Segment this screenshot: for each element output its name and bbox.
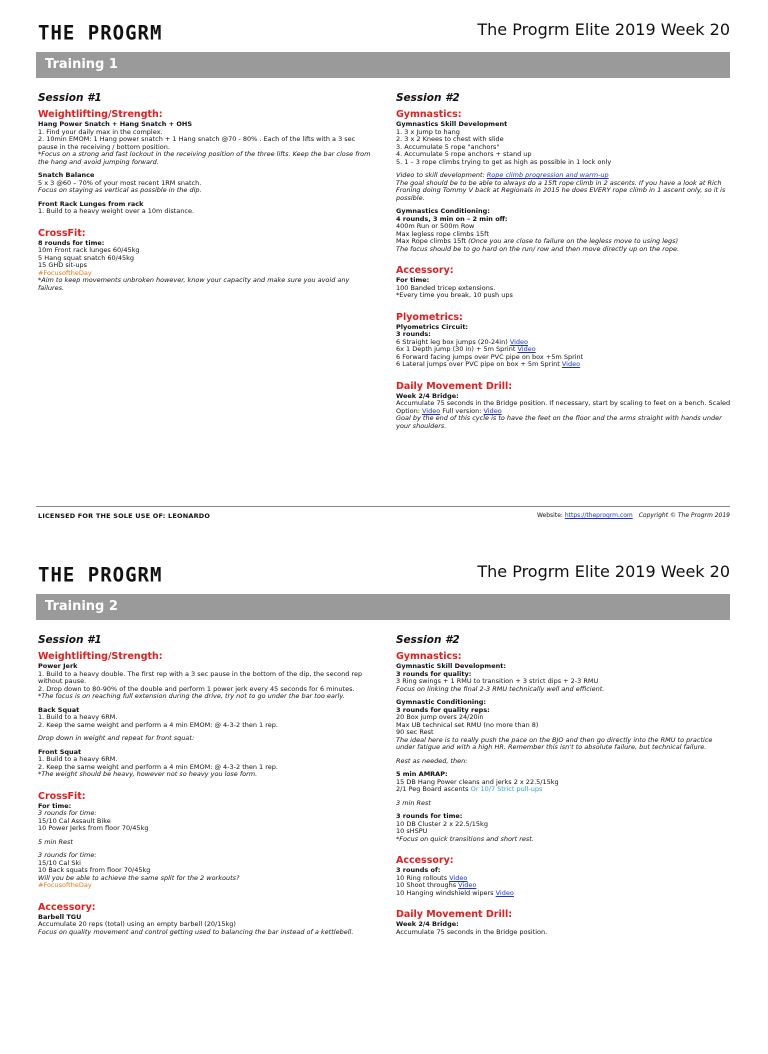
spacer bbox=[396, 897, 732, 903]
exercise-text: 10 Shoot throughs bbox=[396, 881, 459, 889]
website-link[interactable]: https://theprogrm.com bbox=[564, 512, 633, 519]
exercise-line: Max legless rope climbs 15ft bbox=[396, 229, 489, 238]
coaching-note: Focus on quality movement and control getting used to balancing the bar instead of a kettlebell. bbox=[38, 927, 354, 936]
workout-heading: Back Squat bbox=[38, 705, 80, 714]
exercise-line: 6 Forward facing jumps over PVC pipe on box +5m Sprint bbox=[396, 352, 584, 361]
brand-logo: THE PROGRM bbox=[38, 21, 163, 45]
workout-heading: Gymnastics Conditioning: bbox=[396, 207, 490, 215]
training-2-banner bbox=[36, 594, 730, 620]
focus-hashtag: #FocusoftheDay bbox=[38, 881, 92, 889]
exercise-line: 15 GHD sit-ups bbox=[38, 261, 88, 269]
section-heading: Daily Movement Drill: bbox=[396, 380, 513, 392]
exercise-line bbox=[396, 890, 732, 898]
workout-heading: For time: bbox=[38, 801, 72, 810]
workout-heading: 3 rounds for quality: bbox=[396, 669, 472, 678]
exercise-line: Accumulate 75 seconds in the Bridge position. bbox=[396, 927, 548, 936]
exercise-line: 90 sec Rest bbox=[396, 728, 434, 736]
coaching-note: Drop down in weight and repeat for front squat: bbox=[38, 734, 195, 742]
exercise-line: 4. Accumulate 5 rope anchors + stand up bbox=[396, 150, 532, 158]
footer-website bbox=[537, 512, 730, 519]
section-heading: Accessory: bbox=[38, 901, 96, 913]
video-link[interactable]: Rope climb progression and warm-up bbox=[486, 171, 609, 179]
page-2 bbox=[0, 542, 768, 1054]
section-heading: Gymnastics: bbox=[396, 651, 462, 662]
coaching-note: Focus on linking the final 2-3 RMU technically well and efficient. bbox=[396, 684, 605, 693]
coaching-note: *Focus on a strong and fast lockout in the receiving position of the three lifts. Keep the bar close from the hang and avoid jumping forward. bbox=[38, 150, 371, 166]
section-heading: Accessory: bbox=[396, 855, 454, 866]
exercise-line: 5 x 3 @60 – 70% of your most recent 1RM snatch. bbox=[38, 178, 202, 187]
section-heading: Accessory: bbox=[396, 265, 454, 276]
exercise-line: 10 Back squats from floor 70/45kg bbox=[38, 866, 151, 874]
section-heading: Plyometrics: bbox=[396, 311, 463, 323]
video-link[interactable]: Video bbox=[509, 337, 529, 346]
workout-heading: Hang Power Snatch + Hang Snatch + OHS bbox=[38, 120, 193, 128]
video-link[interactable]: Video bbox=[517, 345, 536, 353]
workout-heading: Snatch Balance bbox=[38, 171, 95, 179]
workout-heading: Front Squat bbox=[38, 747, 82, 756]
exercise-line: 1. Find your daily max in the complex. bbox=[38, 127, 163, 136]
spacer bbox=[396, 300, 732, 306]
coaching-note: 5 min Rest bbox=[38, 837, 73, 846]
workout-heading: Gymnastic Skill Development: bbox=[396, 662, 506, 670]
workout-heading: 3 rounds for quality reps: bbox=[396, 705, 490, 714]
section-heading: Daily Movement Drill: bbox=[396, 909, 513, 920]
exercise-line bbox=[396, 786, 732, 794]
exercise-line: 10m Front rack lunges 60/45kg bbox=[38, 246, 140, 254]
exercise-line: 5 Hang squat snatch 60/45kg bbox=[38, 253, 135, 262]
focus-hashtag: #FocusoftheDay bbox=[38, 268, 92, 277]
exercise-line: 10 sHSPU bbox=[396, 827, 428, 835]
exercise-text: 6x 1 Depth jump (30 in) + 5m Sprint bbox=[396, 345, 518, 353]
exercise-line: 15 DB Hang Power cleans and jerks 2 x 22.5/15kg bbox=[396, 777, 559, 786]
spacer bbox=[396, 369, 732, 375]
exercise-line: 5. 1 – 3 rope climbs trying to get as high as possible in 1 lock only bbox=[396, 157, 612, 166]
workout-heading: 8 rounds for time: bbox=[38, 238, 105, 247]
coaching-note: Goal by the end of this cycle is to have the feet on the floor and the arms straight with hands under your shoulders. bbox=[396, 414, 722, 430]
exercise-text: Max Rope climbs 15ft bbox=[396, 237, 469, 245]
exercise-line: 1. Build to a heavy 6RM. bbox=[38, 755, 118, 763]
video-link[interactable]: Video bbox=[421, 406, 441, 415]
exercise-text: 10 Hanging windshield wipers bbox=[396, 888, 496, 897]
workout-heading: Front Rack Lunges from rack bbox=[38, 199, 144, 208]
reference-text: Video to skill development: bbox=[396, 171, 487, 179]
training-2-session-1 bbox=[38, 634, 373, 936]
exercise-line: 400m Run or 500m Row bbox=[396, 222, 475, 230]
exercise-line: Max UB technical set RMU (no more than 8) bbox=[396, 720, 539, 729]
footer-divider bbox=[36, 506, 730, 507]
exercise-line: 2. Keep the same weight and perform a 4 min EMOM: @ 4-3-2 then 1 rep. bbox=[38, 762, 278, 771]
workout-heading: Power Jerk bbox=[38, 662, 78, 670]
session-heading: Session #2 bbox=[396, 92, 460, 104]
spacer bbox=[396, 253, 732, 259]
video-link[interactable]: Video bbox=[449, 873, 468, 882]
coaching-note: 3 rounds for time: bbox=[38, 851, 97, 859]
exercise-line: *Every time you break, 10 push ups bbox=[396, 291, 513, 299]
exercise-text: Option: bbox=[396, 406, 422, 415]
exercise-text: 10 Ring rollouts bbox=[396, 873, 450, 882]
video-link[interactable]: Video bbox=[561, 360, 581, 368]
exercise-text: Full version: bbox=[440, 406, 484, 415]
exercise-line: 10 DB Cluster 2 x 22.5/15kg bbox=[396, 819, 488, 828]
exercise-line: 3 Ring swings + 1 RMU to transition + 3 strict dips + 2-3 RMU bbox=[396, 677, 599, 685]
brand-logo: THE PROGRM bbox=[38, 563, 163, 587]
exercise-line: 1. Build to a heavy double. The first rep with a 3 sec pause in the bottom of the dip, the second rep without pause. bbox=[38, 669, 363, 685]
exercise-note: (Once you are close to failure on the legless move to using legs) bbox=[468, 237, 679, 245]
coaching-note: Focus on staying as vertical as possible in the dip. bbox=[38, 186, 202, 194]
coaching-note: 3 min Rest bbox=[396, 798, 431, 807]
exercise-line: 1. Build to a heavy weight over a 10m distance. bbox=[38, 207, 195, 215]
workout-heading: 3 rounds for time: bbox=[396, 812, 463, 820]
exercise-line: 1. 3 x Jump to hang bbox=[396, 127, 460, 136]
exercise-line: Accumulate 75 seconds in the Bridge position. If necessary, start by scaling to feet on a bench. Scaled bbox=[396, 399, 731, 407]
coaching-note: Rest as needed, then: bbox=[396, 756, 468, 765]
workout-heading: Barbell TGU bbox=[38, 912, 82, 921]
session-heading: Session #1 bbox=[38, 634, 102, 646]
document-title: The Progrm Elite 2019 Week 20 bbox=[477, 20, 730, 39]
training-2-session-2 bbox=[396, 634, 732, 936]
website-label: Website: bbox=[536, 512, 565, 519]
exercise-line: 20 Box jump overs 24/20in bbox=[396, 713, 484, 721]
training-1-banner bbox=[36, 52, 730, 78]
alternative-option: Or 10/7 Strict pull-ups bbox=[470, 785, 543, 793]
exercise-line: 2. 3 x 2 Knees to chest with slide bbox=[396, 135, 504, 143]
workout-heading: Plyometrics Circuit: bbox=[396, 322, 469, 331]
exercise-line: 2. 10min EMOM: 1 Hang power snatch + 1 Hang snatch @70 - 80% . Each of the lifts with a 3 sec pause in the receiving / bottom position. bbox=[38, 135, 356, 151]
video-link[interactable]: Video bbox=[458, 881, 477, 889]
coaching-note: The ideal here is to really push the pace on the BJO and then go directly into the RMU to practice under fatigue and with a high HR. Remember this isn't to absolute failure, but technical failure. bbox=[396, 735, 713, 751]
exercise-line: 10 Power Jerks from floor 70/45kg bbox=[38, 824, 149, 832]
exercise-line: 1. Build to a heavy 6RM. bbox=[38, 713, 118, 721]
section-heading: CrossFit: bbox=[38, 790, 86, 802]
section-heading: Weightlifting/Strength: bbox=[38, 109, 163, 120]
spacer bbox=[396, 843, 732, 849]
section-heading: Gymnastics: bbox=[396, 109, 462, 120]
coaching-note: *The focus is on reaching full extension during the drive, try not to go under the bar too early. bbox=[38, 692, 345, 700]
workout-heading: 3 rounds of: bbox=[396, 866, 441, 874]
coaching-note: Will you be able to achieve the same split for the 2 workouts? bbox=[38, 873, 240, 882]
exercise-line bbox=[396, 361, 732, 369]
copyright: Copyright © The Progrm 2019 bbox=[638, 512, 730, 519]
exercise-text: 6 Straight leg box jumps (20-24in) bbox=[396, 337, 510, 346]
workout-heading: Week 2/4 Bridge: bbox=[396, 391, 459, 400]
training-1-session-1 bbox=[38, 92, 373, 292]
training-1-session-2 bbox=[396, 92, 732, 430]
workout-heading: 5 min AMRAP: bbox=[396, 770, 448, 778]
coaching-note: *Focus on quick transitions and short rest. bbox=[396, 834, 534, 843]
video-link[interactable]: Video bbox=[495, 888, 514, 897]
exercise-line: 100 Banded tricep extensions. bbox=[396, 283, 496, 292]
video-link[interactable]: Video bbox=[483, 406, 502, 415]
exercise-line: 2. Drop down to 80-90% of the double and perform 1 power jerk every 45 seconds for 6 minutes. bbox=[38, 684, 355, 693]
spacer bbox=[38, 779, 373, 785]
license-notice: LICENSED FOR THE SOLE USE OF: LEONARDO bbox=[38, 512, 211, 520]
workout-heading: Week 2/4 Bridge: bbox=[396, 920, 459, 928]
section-heading: Weightlifting/Strength: bbox=[38, 651, 163, 662]
exercise-line: 2. Keep the same weight and perform a 4 min EMOM: @ 4-3-2 then 1 rep. bbox=[38, 720, 278, 729]
exercise-line: 3. Accumulate 5 rope "anchors" bbox=[396, 142, 500, 151]
section-heading: CrossFit: bbox=[38, 227, 86, 239]
workout-heading: 4 rounds, 3 min on – 2 min off: bbox=[396, 214, 508, 223]
workout-heading: 3 rounds: bbox=[396, 330, 431, 338]
coaching-note: *The weight should be heavy, however not so heavy you lose form. bbox=[38, 770, 258, 778]
exercise-text: 6 Lateral jumps over PVC pipe on box + 5m Sprint bbox=[396, 360, 562, 368]
training-title: Training 2 bbox=[45, 599, 118, 614]
training-title: Training 1 bbox=[45, 57, 118, 72]
exercise-line: 15/10 Cal Ski bbox=[38, 858, 81, 867]
session-heading: Session #1 bbox=[38, 92, 102, 104]
workout-heading: For time: bbox=[396, 276, 430, 284]
page-1 bbox=[0, 0, 768, 520]
spacer bbox=[38, 890, 373, 896]
exercise-line: 15/10 Cal Assault Bike bbox=[38, 816, 111, 825]
session-heading: Session #2 bbox=[396, 634, 460, 646]
coaching-note: The focus should be to go hard on the run/ row and then move directly up on the rope. bbox=[396, 244, 680, 253]
coaching-note: 3 rounds for time: bbox=[38, 809, 97, 817]
exercise-text: 2/1 Peg Board ascents bbox=[396, 785, 471, 793]
coaching-note: The goal should be to be able to always do a 15ft rope climb in 2 ascents. If you have a look at Rich Froning doing Tommy V back at Regionals in 2015 he does EVERY rope climb in 1 ascent only, so it is possible. bbox=[396, 178, 726, 202]
document-title: The Progrm Elite 2019 Week 20 bbox=[477, 562, 730, 581]
exercise-line: Accumulate 20 reps (total) using an empty barbell (20/15kg) bbox=[38, 920, 236, 928]
coaching-note: *Aim to keep movements unbroken however, know your capacity and make sure you avoid any failures. bbox=[38, 276, 350, 292]
workout-heading: Gymnastics Skill Development bbox=[396, 120, 508, 128]
spacer bbox=[38, 216, 373, 222]
workout-heading: Gymnastic Conditioning: bbox=[396, 698, 486, 706]
